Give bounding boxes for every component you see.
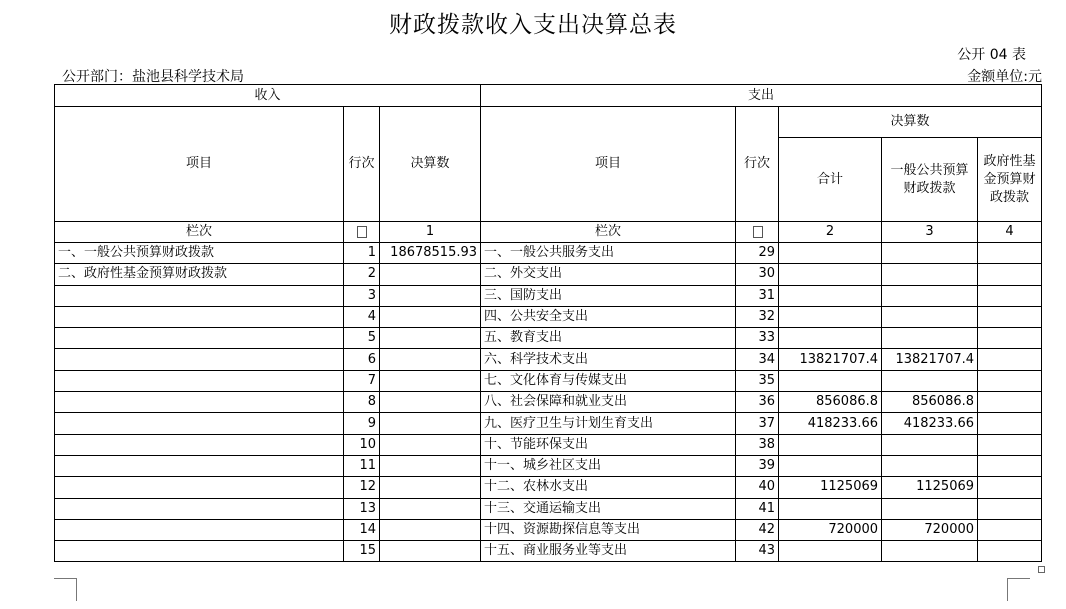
empty-cell <box>736 222 779 243</box>
expense-fund-cell <box>978 243 1042 264</box>
expense-general-cell <box>882 328 978 349</box>
expense-row-no-cell: 33 <box>736 328 779 349</box>
expense-total-cell: 1125069 <box>779 477 882 498</box>
income-item-cell <box>55 498 344 519</box>
expense-general-cell <box>882 370 978 391</box>
expense-row-no-cell: 40 <box>736 477 779 498</box>
table-resize-handle[interactable] <box>1038 566 1045 573</box>
income-amount-cell <box>380 434 481 455</box>
income-amount-cell <box>380 392 481 413</box>
expense-row-no-cell: 37 <box>736 413 779 434</box>
expense-item-cell: 二、外交支出 <box>481 264 736 285</box>
income-item-cell <box>55 306 344 327</box>
currency-unit: 金额单位:元 <box>967 69 1042 85</box>
income-amount-cell <box>380 328 481 349</box>
expense-fund-cell <box>978 306 1042 327</box>
income-amount-cell <box>380 285 481 306</box>
table-row <box>55 413 1042 434</box>
income-amount-cell <box>380 370 481 391</box>
expense-item-cell: 十四、资源勘探信息等支出 <box>481 519 736 540</box>
department-label: 公开部门：盐池县科学技术局 <box>62 69 244 85</box>
col1-label: 1 <box>380 222 481 243</box>
income-row-no-cell: 8 <box>344 392 380 413</box>
expense-total-cell <box>779 306 882 327</box>
expense-fund-cell <box>978 434 1042 455</box>
section-header-row <box>55 85 1042 107</box>
table-row <box>55 519 1042 540</box>
expense-row-no-cell: 31 <box>736 285 779 306</box>
form-number: 公开 04 表 <box>957 47 1026 63</box>
expense-item-cell: 三、国防支出 <box>481 285 736 306</box>
income-row-no-cell: 11 <box>344 455 380 476</box>
expense-row-no-cell: 42 <box>736 519 779 540</box>
expense-fund-cell <box>978 349 1042 370</box>
income-amount-header: 决算数 <box>380 107 481 222</box>
income-row-no-cell: 10 <box>344 434 380 455</box>
crop-mark-bottom-right <box>1007 578 1030 601</box>
table-row <box>55 434 1042 455</box>
expense-general-cell <box>882 306 978 327</box>
expense-general-cell <box>882 264 978 285</box>
expense-total-cell: 13821707.4 <box>779 349 882 370</box>
expense-general-cell: 720000 <box>882 519 978 540</box>
expense-total-cell <box>779 498 882 519</box>
income-item-cell <box>55 413 344 434</box>
expense-total-cell <box>779 455 882 476</box>
expense-general-cell <box>882 498 978 519</box>
table-row <box>55 541 1042 562</box>
income-amount-cell <box>380 455 481 476</box>
table-row <box>55 264 1042 285</box>
expense-item-cell: 十三、交通运输支出 <box>481 498 736 519</box>
expense-total-cell <box>779 370 882 391</box>
income-row-no-cell: 14 <box>344 519 380 540</box>
expense-fund-cell <box>978 392 1042 413</box>
table-row <box>55 370 1042 391</box>
income-row-no-cell: 15 <box>344 541 380 562</box>
expense-fund-cell <box>978 413 1042 434</box>
column-number-row <box>55 222 1042 243</box>
income-row-no-cell: 13 <box>344 498 380 519</box>
expense-item-cell: 四、公共安全支出 <box>481 306 736 327</box>
report-title: 财政拨款收入支出决算总表 <box>389 12 677 38</box>
table-row <box>55 328 1042 349</box>
table-row <box>55 392 1042 413</box>
expense-fund-cell <box>978 519 1042 540</box>
income-amount-cell <box>380 498 481 519</box>
expense-column-label: 栏次 <box>481 222 736 243</box>
expense-total-cell <box>779 541 882 562</box>
expense-general-cell <box>882 434 978 455</box>
expense-item-cell: 十二、农林水支出 <box>481 477 736 498</box>
income-item-cell: 二、政府性基金预算财政拨款 <box>55 264 344 285</box>
expense-item-cell: 五、教育支出 <box>481 328 736 349</box>
expense-row-no-cell: 34 <box>736 349 779 370</box>
expense-row-no-cell: 39 <box>736 455 779 476</box>
table-row <box>55 477 1042 498</box>
expense-total-cell <box>779 243 882 264</box>
income-amount-cell <box>380 477 481 498</box>
expense-total-cell: 720000 <box>779 519 882 540</box>
table-row <box>55 455 1042 476</box>
expense-item-cell: 十一、城乡社区支出 <box>481 455 736 476</box>
income-amount-cell <box>380 264 481 285</box>
total-header: 合计 <box>779 138 882 222</box>
income-item-cell <box>55 392 344 413</box>
expense-fund-cell <box>978 477 1042 498</box>
sub-header-row <box>55 107 1042 138</box>
income-row-no-header: 行次 <box>344 107 380 222</box>
expense-general-cell <box>882 243 978 264</box>
general-budget-header: 一般公共预算财政拨款 <box>882 138 978 222</box>
income-item-cell <box>55 370 344 391</box>
table-row <box>55 349 1042 370</box>
income-item-header: 项目 <box>55 107 344 222</box>
income-row-no-cell: 3 <box>344 285 380 306</box>
table-row <box>55 306 1042 327</box>
expense-item-header: 项目 <box>481 107 736 222</box>
income-row-no-cell: 1 <box>344 243 380 264</box>
income-item-cell <box>55 434 344 455</box>
expense-general-cell: 1125069 <box>882 477 978 498</box>
expense-row-no-cell: 29 <box>736 243 779 264</box>
expense-total-cell <box>779 328 882 349</box>
expense-general-cell: 418233.66 <box>882 413 978 434</box>
expense-row-no-cell: 38 <box>736 434 779 455</box>
expense-general-cell: 13821707.4 <box>882 349 978 370</box>
col4-label: 4 <box>978 222 1042 243</box>
table-row <box>55 285 1042 306</box>
expense-fund-cell <box>978 498 1042 519</box>
expense-section-header: 支出 <box>481 85 1042 107</box>
income-item-cell <box>55 519 344 540</box>
income-column-label: 栏次 <box>55 222 344 243</box>
expense-fund-cell <box>978 264 1042 285</box>
expense-general-cell: 856086.8 <box>882 392 978 413</box>
expense-item-cell: 一、一般公共服务支出 <box>481 243 736 264</box>
income-row-no-cell: 7 <box>344 370 380 391</box>
expense-item-cell: 八、社会保障和就业支出 <box>481 392 736 413</box>
expense-item-cell: 十五、商业服务业等支出 <box>481 541 736 562</box>
expense-total-cell: 418233.66 <box>779 413 882 434</box>
income-row-no-cell: 12 <box>344 477 380 498</box>
expense-row-no-cell: 43 <box>736 541 779 562</box>
expense-general-cell <box>882 285 978 306</box>
empty-cell <box>344 222 380 243</box>
income-amount-cell <box>380 349 481 370</box>
expense-item-cell: 七、文化体育与传媒支出 <box>481 370 736 391</box>
income-amount-cell <box>380 541 481 562</box>
expense-total-cell <box>779 285 882 306</box>
income-row-no-cell: 6 <box>344 349 380 370</box>
table-row <box>55 498 1042 519</box>
expense-fund-cell <box>978 370 1042 391</box>
expense-fund-cell <box>978 328 1042 349</box>
income-row-no-cell: 2 <box>344 264 380 285</box>
income-item-cell <box>55 349 344 370</box>
expense-item-cell: 十、节能环保支出 <box>481 434 736 455</box>
income-amount-cell: 18678515.93 <box>380 243 481 264</box>
income-item-cell <box>55 328 344 349</box>
income-section-header: 收入 <box>55 85 481 107</box>
income-row-no-cell: 4 <box>344 306 380 327</box>
crop-mark-bottom-left <box>54 578 77 601</box>
expense-total-cell: 856086.8 <box>779 392 882 413</box>
expense-general-cell <box>882 455 978 476</box>
table-row <box>55 243 1042 264</box>
expense-item-cell: 九、医疗卫生与计划生育支出 <box>481 413 736 434</box>
gov-fund-header: 政府性基金预算财政拨款 <box>978 138 1042 222</box>
income-item-cell: 一、一般公共预算财政拨款 <box>55 243 344 264</box>
expense-row-no-cell: 32 <box>736 306 779 327</box>
income-item-cell <box>55 541 344 562</box>
income-item-cell <box>55 455 344 476</box>
income-row-no-cell: 9 <box>344 413 380 434</box>
expense-row-no-cell: 35 <box>736 370 779 391</box>
expense-fund-cell <box>978 541 1042 562</box>
expense-row-no-header: 行次 <box>736 107 779 222</box>
expense-row-no-cell: 36 <box>736 392 779 413</box>
income-item-cell <box>55 285 344 306</box>
income-amount-cell <box>380 413 481 434</box>
income-amount-cell <box>380 519 481 540</box>
expense-general-cell <box>882 541 978 562</box>
expense-fund-cell <box>978 285 1042 306</box>
expense-amount-header: 决算数 <box>779 107 1042 138</box>
budget-summary-table <box>54 84 1042 562</box>
expense-row-no-cell: 30 <box>736 264 779 285</box>
income-amount-cell <box>380 306 481 327</box>
col3-label: 3 <box>882 222 978 243</box>
expense-total-cell <box>779 264 882 285</box>
expense-row-no-cell: 41 <box>736 498 779 519</box>
expense-item-cell: 六、科学技术支出 <box>481 349 736 370</box>
expense-total-cell <box>779 434 882 455</box>
col2-label: 2 <box>779 222 882 243</box>
expense-fund-cell <box>978 455 1042 476</box>
income-row-no-cell: 5 <box>344 328 380 349</box>
income-item-cell <box>55 477 344 498</box>
